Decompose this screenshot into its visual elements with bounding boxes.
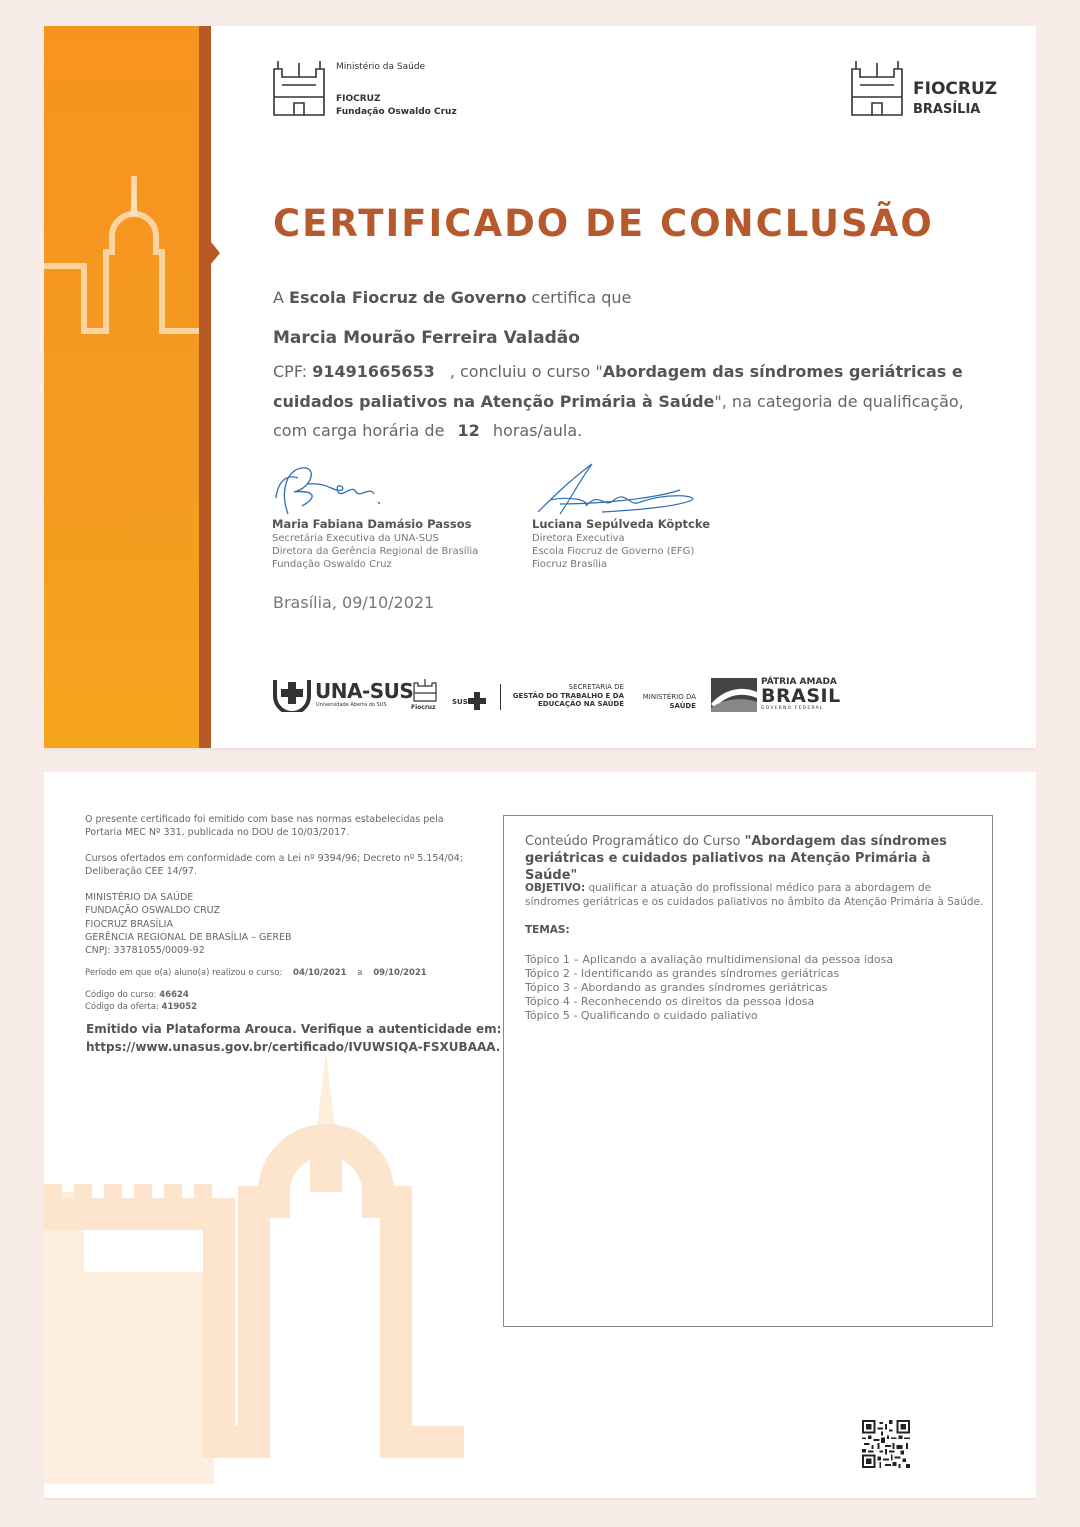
list-item: Tópico 3 - Abordando as grandes síndromes geriátricas: [525, 981, 828, 995]
fiocruz-small-label: Fiocruz: [411, 704, 436, 711]
sus-label: SUS: [452, 698, 468, 706]
program-content-box: [503, 815, 993, 1327]
logo-divider: [500, 684, 501, 710]
codes-block: Código do curso: 46624 Código da oferta: 419052: [85, 990, 198, 1012]
signature-passos: [272, 462, 402, 524]
signature-2-line1: Diretora Executiva: [532, 533, 625, 544]
unasus-icon: [272, 676, 312, 712]
law-text: Cursos ofertados em conformidade com a Lei nº 9394/96; Decreto nº 5.154/04; Deliberação CEE 14/97.: [85, 853, 463, 878]
ministerio-logo: MINISTÉRIO DA SAÚDE: [642, 693, 696, 710]
issue-date: Brasília, 09/10/2021: [273, 593, 435, 612]
signature-1-line2: Diretora da Gerência Regional de Brasília: [272, 546, 479, 557]
norms-text: O presente certificado foi emitido com base nas normas estabelecidas pela Portaria MEC Nº 331, publicada no DOU de 10/03/2017.: [85, 814, 444, 839]
student-name: Marcia Mourão Ferreira Valadão: [273, 328, 580, 348]
certificate-title: CERTIFICADO DE CONCLUSÃO: [273, 202, 934, 245]
fiocruz-castle-icon: [272, 57, 326, 117]
offer-code: 419052: [161, 1001, 198, 1012]
course-name: Abordagem das síndromes geriátricas e cuidados paliativos na Atenção Primária à Saúde: [273, 362, 963, 411]
signature-2-line3: Fiocruz Brasília: [532, 559, 608, 570]
signature-2-line2: Escola Fiocruz de Governo (EFG): [532, 546, 695, 557]
band-notch: [211, 242, 220, 264]
program-title: Conteúdo Programático do Curso "Abordagem das síndromes geriátricas e cuidados paliativos na Atenção Primária à Saúde": [525, 834, 947, 883]
certificate-back: [44, 772, 1036, 1498]
program-topics: [525, 953, 893, 1023]
cpf-value: 91491665653: [312, 362, 435, 381]
left-logo-line2: FIOCRUZ: [336, 94, 381, 104]
right-logo-line2: BRASÍLIA: [913, 102, 981, 117]
signature-koptcke: [530, 460, 700, 522]
governo-federal-label: GOVERNO FEDERAL: [761, 706, 824, 711]
signature-1-line1: Secretária Executiva da UNA-SUS: [272, 533, 439, 544]
left-logo-line3: Fundação Oswaldo Cruz: [336, 107, 457, 117]
program-objective: OBJETIVO: qualificar a atuação do profissional médico para a abordagem de síndromes geriátricas e os cuidados paliativos no âmbito da Atenção Primária à Saúde.: [525, 882, 984, 908]
program-temas-label: TEMAS:: [525, 924, 570, 936]
signature-2-name: Luciana Sepúlveda Köptcke: [532, 517, 711, 531]
signature-1-name: Maria Fabiana Damásio Passos: [272, 517, 472, 531]
verification-url[interactable]: https://www.unasus.gov.br/certificado/IVUWSIQA-FSXUBAAA.: [86, 1039, 501, 1054]
school-name: Escola Fiocruz de Governo: [289, 288, 527, 307]
left-logo-line1: Ministério da Saúde: [336, 62, 426, 72]
qr-code-icon[interactable]: [862, 1420, 910, 1468]
castle-watermark-large-icon: [44, 1042, 464, 1498]
brasil-motto: PÁTRIA AMADA: [761, 677, 837, 687]
right-logo-line1: FIOCRUZ: [913, 79, 998, 99]
list-item: Tópico 1 – Aplicando a avaliação multidimensional da pessoa idosa: [525, 953, 894, 966]
signature-1-line3: Fundação Oswaldo Cruz: [272, 559, 392, 570]
unasus-label: UNA-SUS: [315, 679, 414, 703]
certificate-body: CPF: 91491665653 , concluiu o curso "Abordagem das síndromes geriátricas e cuidados paliativos na Atenção Primária à Saúde", na categoria de qualificação, com carga horária de 12 horas/aula.: [273, 362, 964, 440]
unasus-sublabel: Universidade Aberta do SUS: [316, 702, 387, 708]
list-item: Tópico 4 - Reconhecendo os direitos da pessoa idosa: [525, 995, 815, 1009]
course-period: Período em que o(a) aluno(a) realizou o curso: 04/10/2021 a 09/10/2021: [85, 968, 427, 978]
band-stripe: [199, 26, 211, 748]
brasil-flag-icon: [711, 678, 757, 712]
list-item: Tópico 5 - Qualificando o cuidado paliativo: [525, 1009, 758, 1023]
sgtes-logo: SECRETARIA DE GESTÃO DO TRABALHO E DA EDUCAÇÃO NA SAÚDE: [512, 683, 624, 708]
brasil-label: BRASIL: [761, 685, 841, 707]
certificate-front: [44, 26, 1036, 748]
hours-value: 12: [457, 421, 480, 440]
verification-text: Emitido via Plataforma Arouca. Verifique a autenticidade em: https://www.unasus.gov.br/certificado/IVUWSIQA-FSXUBAAA.: [86, 1021, 501, 1056]
institution-block: MINISTÉRIO DA SAÚDE FUNDAÇÃO OSWALDO CRUZ FIOCRUZ BRASÍLIA GERÊNCIA REGIONAL DE BRASÍLIA – GEREB CNPJ: 33781055/0009-92: [85, 892, 292, 957]
fiocruz-small-icon: [412, 676, 438, 702]
sus-cross-icon: [467, 691, 487, 711]
fiocruz-castle-icon: [850, 57, 904, 117]
list-item: Tópico 2 - Identificando as grandes síndromes geriátricas: [525, 967, 840, 981]
period-end: 09/10/2021: [373, 968, 427, 978]
course-code: 46624: [159, 990, 189, 1000]
certificate-intro: A Escola Fiocruz de Governo certifica que: [273, 288, 632, 307]
castle-watermark-icon: [44, 26, 204, 748]
period-start: 04/10/2021: [293, 968, 347, 978]
program-course-name: "Abordagem das síndromes geriátricas e cuidados paliativos na Atenção Primária à Saúde": [525, 834, 947, 883]
